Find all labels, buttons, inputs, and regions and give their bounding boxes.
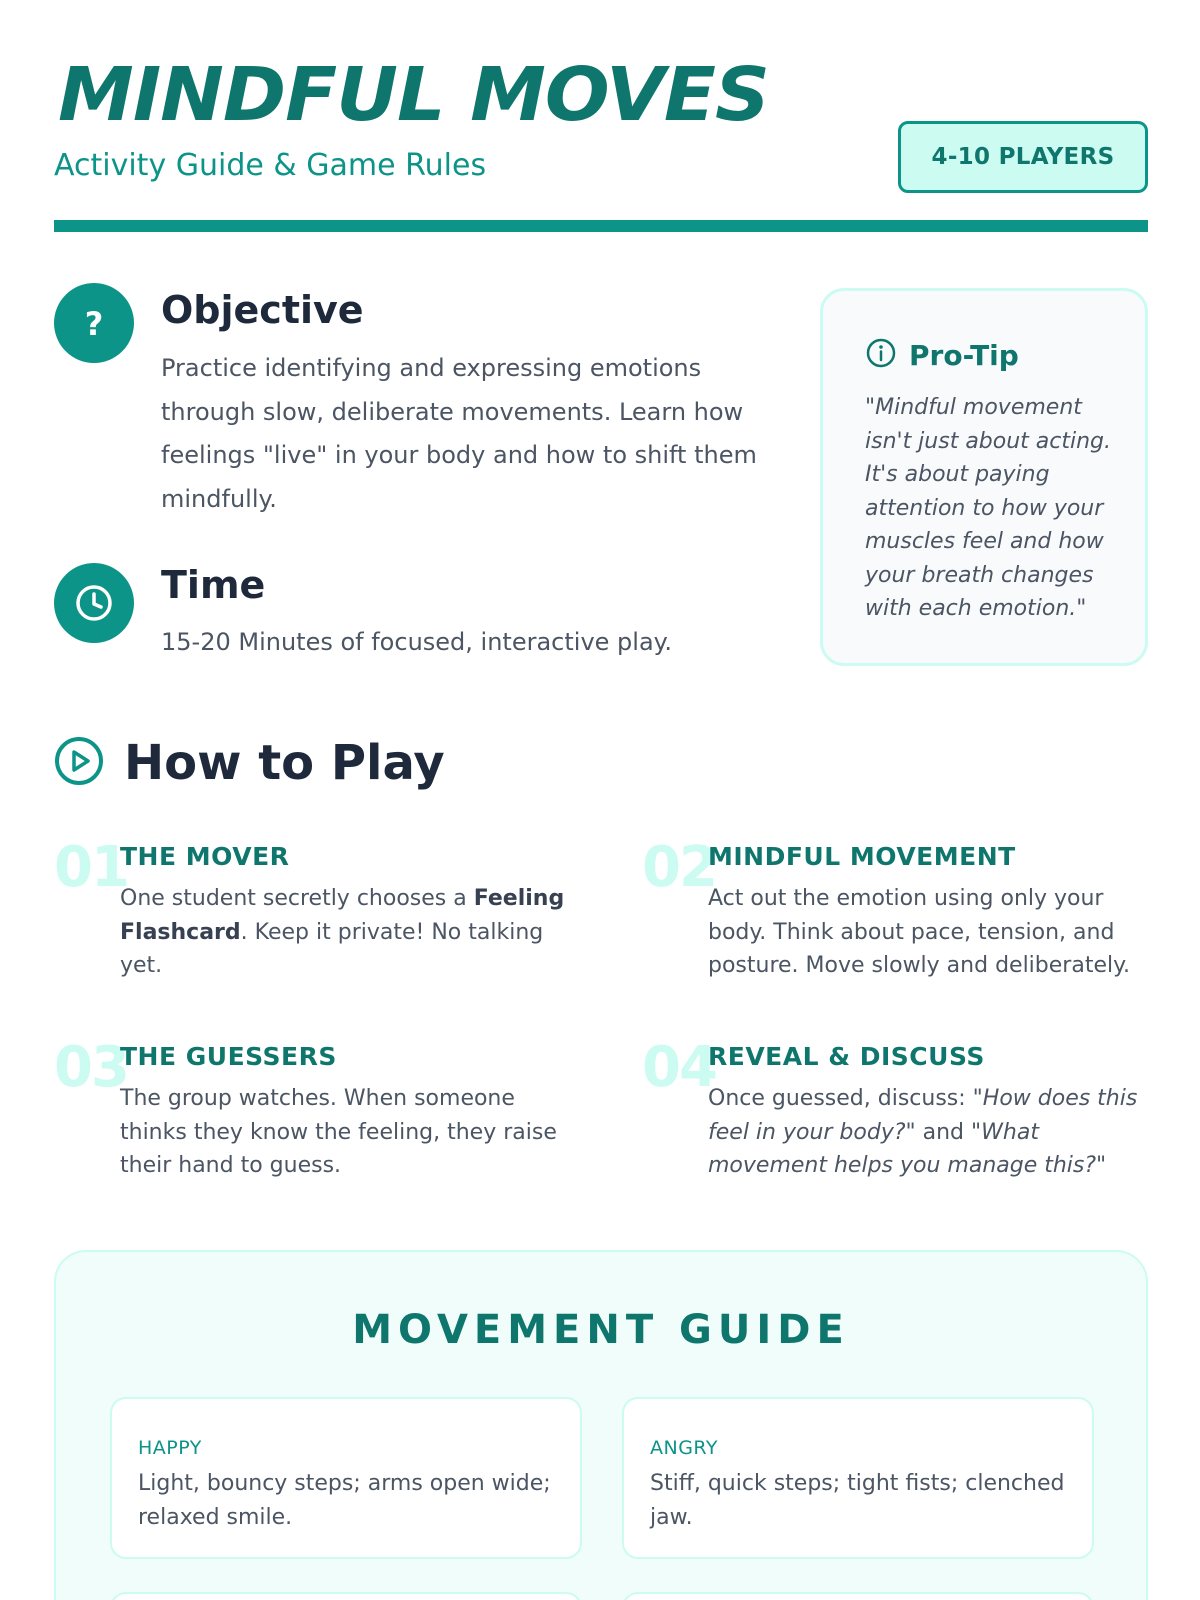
- emotion-card-partial: [622, 1592, 1094, 1600]
- time-text: 15-20 Minutes of focused, interactive play.: [161, 628, 673, 656]
- step-text: One student secretly chooses a Feeling Flashcard. Keep it private! No talking yet.: [120, 886, 565, 978]
- how-to-play-title: How to Play: [124, 735, 445, 791]
- movement-guide-panel: [54, 1250, 1148, 1600]
- how-to-play-header: [54, 735, 445, 791]
- step-title: THE MOVER: [120, 842, 290, 871]
- emotion-label: HAPPY: [138, 1437, 202, 1459]
- step-text: The group watches. When someone thinks they know the feeling, they raise their hand to guess.: [120, 1086, 557, 1178]
- emotion-description: Light, bouncy steps; arms open wide; relaxed smile.: [138, 1471, 551, 1530]
- step-title: THE GUESSERS: [120, 1042, 337, 1071]
- info-icon: [865, 337, 897, 373]
- emotion-card-partial: [110, 1592, 582, 1600]
- header-divider: [54, 220, 1148, 232]
- emotion-card-happy: [110, 1397, 582, 1559]
- objective-text: Practice identifying and expressing emotions through slow, deliberate movements. Learn how feelings "live" in your body and how to shift them mindfully.: [161, 354, 757, 513]
- step-text: Act out the emotion using only your body. Think about pace, tension, and posture. Move slowly and deliberately.: [708, 886, 1130, 978]
- step-title: MINDFUL MOVEMENT: [708, 842, 1016, 871]
- page-title: MINDFUL MOVES: [58, 52, 769, 138]
- step-text: Once guessed, discuss: "How does this feel in your body?" and "What movement helps you manage this?": [708, 1086, 1138, 1178]
- activity-guide-page: [54, 0, 1148, 1600]
- players-badge: 4-10 PLAYERS: [898, 121, 1148, 193]
- step-number: 03: [54, 1035, 128, 1100]
- objective-title: Objective: [161, 288, 364, 332]
- step-title: REVEAL & DISCUSS: [708, 1042, 985, 1071]
- page-subtitle: Activity Guide & Game Rules: [54, 148, 487, 183]
- protip-quote: "Mindful movement isn't just about acting. It's about paying attention to how your muscles feel and how your breath changes with each emotion.": [865, 395, 1112, 621]
- play-icon: [54, 736, 104, 790]
- clock-icon: [54, 563, 134, 643]
- step-number: 04: [642, 1035, 716, 1100]
- step-number: 02: [642, 835, 716, 900]
- emotion-label: ANGRY: [650, 1437, 719, 1459]
- question-icon: [54, 283, 134, 363]
- movement-guide-title: MOVEMENT GUIDE: [352, 1307, 850, 1353]
- protip-title: Pro-Tip: [909, 338, 1019, 372]
- protip-header: [865, 337, 1019, 373]
- svg-text:?: ?: [84, 305, 104, 343]
- emotion-description: Stiff, quick steps; tight fists; clenched jaw.: [650, 1471, 1065, 1530]
- emotion-card-angry: [622, 1397, 1094, 1559]
- time-title: Time: [161, 563, 266, 607]
- protip-card: [820, 288, 1148, 666]
- step-number: 01: [54, 835, 128, 900]
